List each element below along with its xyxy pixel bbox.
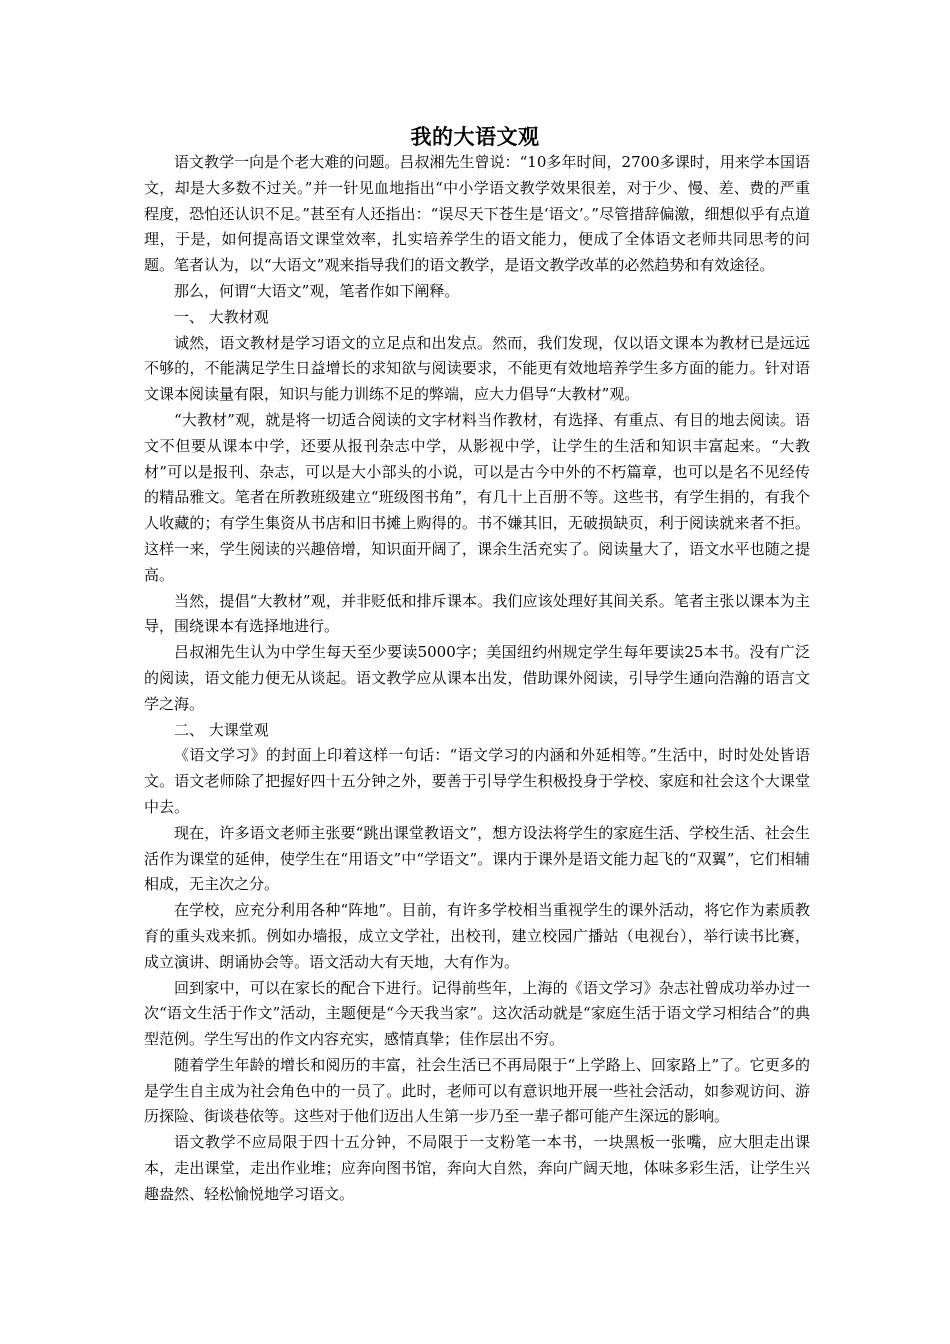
paragraph: 诚然，语文教材是学习语文的立足点和出发点。然而，我们发现，仅以语文课本为教材已是远远不够的，不能满足学生日益增长的求知欲与阅读要求，不能更有效地培养学生多方面的能力。针对语文课本阅读量有限，知识与能力训练不足的弊端，应大力倡导“大教材”观。 <box>144 333 810 404</box>
paragraph: 回到家中，可以在家长的配合下进行。记得前些年，上海的《语文学习》杂志社曾成功举办过一次“语文生活于作文”活动，主题便是“今天我当家”。这次活动就是“家庭生活于语文学习相结合”的典型范例。学生写出的作文内容充实，感情真挚；佳作层出不穷。 <box>144 978 810 1049</box>
document-body <box>144 150 810 1208</box>
paragraph: “大教材”观，就是将一切适合阅读的文字材料当作教材，有选择、有重点、有目的地去阅读。语文不但要从课本中学，还要从报刊杂志中学，从影视中学，让学生的生活和知识丰富起来。“大教材”可以是报刊、杂志，可以是大小部头的小说，可以是古今中外的不朽篇章，也可以是名不见经传的精品雅文。笔者在所教班级建立“班级图书角”，有几十上百册不等。这些书，有学生捐的，有我个人收藏的；有学生集资从书店和旧书摊上购得的。书不嫌其旧，无破损缺页，利于阅读就来者不拒。这样一来，学生阅读的兴趣倍增，知识面开阔了，课余生活充实了。阅读量大了，语文水平也随之提高。 <box>144 410 810 584</box>
paragraph-intro: 语文教学一向是个老大难的问题。吕叔湘先生曾说：“10多年时间，2700多课时，用来学本国语文，却是大多数不过关。”并一针见血地指出“中小学语文教学效果很差，对于少、慢、差、费的严重程度，恐怕还认识不足。”甚至有人还指出：“误尽天下苍生是‘语文’。”尽管措辞偏激，细想似乎有点道理，于是，如何提高语文课堂效率，扎实培养学生的语文能力，便成了全体语文老师共同思考的问题。笔者认为，以“大语文”观来指导我们的语文教学，是语文教学改革的必然趋势和有效途径。 <box>144 153 810 275</box>
section-heading-2: 二、 大课堂观 <box>174 720 269 739</box>
paragraph: 现在，许多语文老师主张要“跳出课堂教语文”，想方设法将学生的家庭生活、学校生活、社会生活作为课堂的延伸，使学生在“用语文”中“学语文”。课内于课外是语文能力起飞的“双翼”，它们相辅相成，无主次之分。 <box>144 823 810 894</box>
document-title: 我的大语文观 <box>410 124 540 149</box>
paragraph: 在学校，应充分利用各种“阵地”。目前，有许多学校相当重视学生的课外活动，将它作为素质教育的重头戏来抓。例如办墙报，成立文学社，出校刊，建立校园广播站（电视台），举行读书比赛，成立演讲、朗诵协会等。语文活动大有天地，大有作为。 <box>144 901 810 971</box>
paragraph: 《语文学习》的封面上印着这样一句话：“语文学习的内涵和外延相等。”生活中，时时处处皆语文。语文老师除了把握好四十五分钟之外，要善于引导学生积极投身于学校、家庭和社会这个大课堂中去。 <box>144 746 810 816</box>
paragraph: 随着学生年龄的增长和阅历的丰富，社会生活已不再局限于“上学路上、回家路上”了。它更多的是学生自主成为社会角色中的一员了。此时，老师可以有意识地开展一些社会活动，如参观访问、游历探险、街谈巷依等。这些对于他们迈出人生第一步乃至一辈子都可能产生深远的影响。 <box>144 1055 810 1126</box>
paragraph: 当然，提倡“大教材”观，并非贬低和排斥课本。我们应该处理好其间关系。笔者主张以课本为主导，围绕课本有选择地进行。 <box>144 591 810 636</box>
paragraph-transition: 那么，何谓“大语文”观，笔者作如下阐释。 <box>174 281 460 300</box>
paragraph: 吕叔湘先生认为中学生每天至少要读5000字；美国纽约州规定学生每年要读25本书。没有广泛的阅读，语文能力便无从谈起。语文教学应从课本出发，借助课外阅读，引导学生通向浩瀚的语言文学之海。 <box>144 643 810 713</box>
section-heading-1: 一、 大教材观 <box>174 307 269 326</box>
paragraph: 语文教学不应局限于四十五分钟，不局限于一支粉笔一本书，一块黑板一张嘴，应大胆走出课本，走出课堂，走出作业堆；应奔向图书馆，奔向大自然，奔向广阔天地，体味多彩生活，让学生兴趣盎然、轻松愉悦地学习语文。 <box>144 1133 810 1203</box>
